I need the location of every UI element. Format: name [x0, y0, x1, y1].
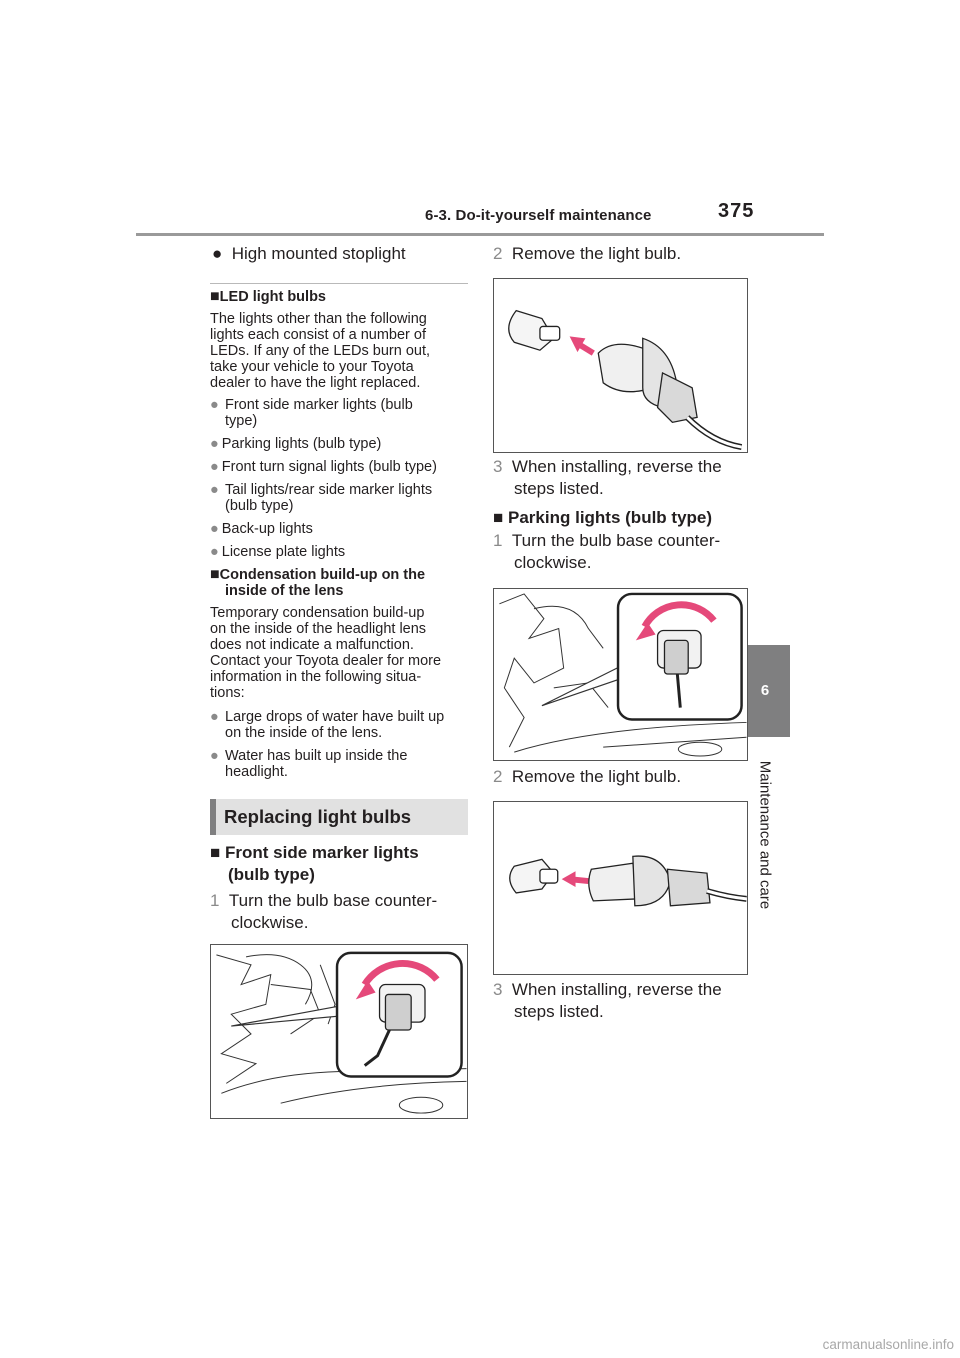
- parking-lights-title: ■ Parking lights (bulb type): [493, 508, 713, 527]
- led-title: ■LED light bulbs: [210, 288, 326, 305]
- chapter-tab: 6: [740, 645, 790, 737]
- dot-icon: ●: [210, 709, 219, 725]
- led-bullet: ● Parking lights (bulb type): [210, 436, 382, 452]
- bulb-removal-illustration: [494, 802, 747, 974]
- front-step-1: 1 Turn the bulb base counter- clockwise.: [210, 891, 438, 932]
- led-bullet: ● Tail lights/rear side marker lights (bulb type): [210, 482, 433, 514]
- bulb-removal-figure-1: [493, 278, 748, 453]
- watermark: carmanualsonline.info: [822, 1337, 954, 1352]
- parking-step-1: 1 Turn the bulb base counter- clockwise.: [493, 531, 721, 572]
- heading-bar: [210, 799, 216, 835]
- dot-icon: ●: [210, 397, 219, 413]
- section-title: 6-3. Do-it-yourself maintenance: [425, 207, 652, 224]
- bulb-removal-illustration: [494, 279, 747, 452]
- led-bullet: ● Front turn signal lights (bulb type): [210, 459, 437, 475]
- square-bullet-icon: ■: [210, 288, 220, 305]
- parking-light-figure: [493, 588, 748, 761]
- dot-icon: ●: [210, 482, 219, 498]
- parking-step-3: 3 When installing, reverse the steps listed.: [493, 980, 722, 1021]
- square-bullet-icon: ■: [210, 843, 221, 862]
- bulb-removal-figure-2: [493, 801, 748, 975]
- condensation-bullet: ● Large drops of water have built up on the inside of the lens.: [210, 709, 445, 741]
- condensation-title: ■Condensation build-up on the inside of the lens: [210, 566, 426, 599]
- led-bullet: ● Back-up lights: [210, 521, 313, 537]
- dot-icon: ●: [210, 521, 219, 537]
- chapter-title: Maintenance and care: [756, 760, 774, 910]
- front-side-marker-figure: [210, 944, 468, 1119]
- bullet-icon: ●: [212, 244, 223, 263]
- square-bullet-icon: ■: [493, 508, 504, 527]
- replacing-heading: Replacing light bulbs: [210, 799, 468, 835]
- parking-step-2: 2 Remove the light bulb.: [493, 767, 682, 786]
- page-number: 375: [718, 200, 755, 222]
- dot-icon: ●: [210, 748, 219, 764]
- dot-icon: ●: [210, 436, 219, 452]
- led-bullet: ● Front side marker lights (bulb type): [210, 397, 413, 429]
- led-body: The lights other than the following lights each consist of a number of LEDs. If any of the LEDs burn out, take your vehicle to your Toyota dealer to have the light replaced.: [210, 311, 431, 391]
- front-side-marker-illustration: [211, 945, 467, 1118]
- high-mounted-stoplight-item: [212, 243, 406, 265]
- parking-light-illustration: [494, 589, 747, 760]
- dot-icon: ●: [210, 459, 219, 475]
- dot-icon: ●: [210, 544, 219, 560]
- led-bullet: ● License plate lights: [210, 544, 346, 560]
- divider: [210, 283, 468, 284]
- front-side-marker-title: ■ Front side marker lights (bulb type): [210, 843, 419, 884]
- square-bullet-icon: ■: [210, 566, 220, 583]
- condensation-bullet: ● Water has built up inside the headlight.: [210, 748, 408, 780]
- condensation-body: Temporary condensation build-up on the inside of the headlight lens does not indicate a malfunction. Contact your Toyota dealer for more information in the following situa- tions:: [210, 605, 442, 701]
- step-3-reverse: 3 When installing, reverse the steps listed.: [493, 457, 722, 498]
- item-text: High mounted stoplight: [231, 244, 406, 263]
- header-rule: [136, 233, 824, 236]
- step-2-remove: 2 Remove the light bulb.: [493, 244, 682, 263]
